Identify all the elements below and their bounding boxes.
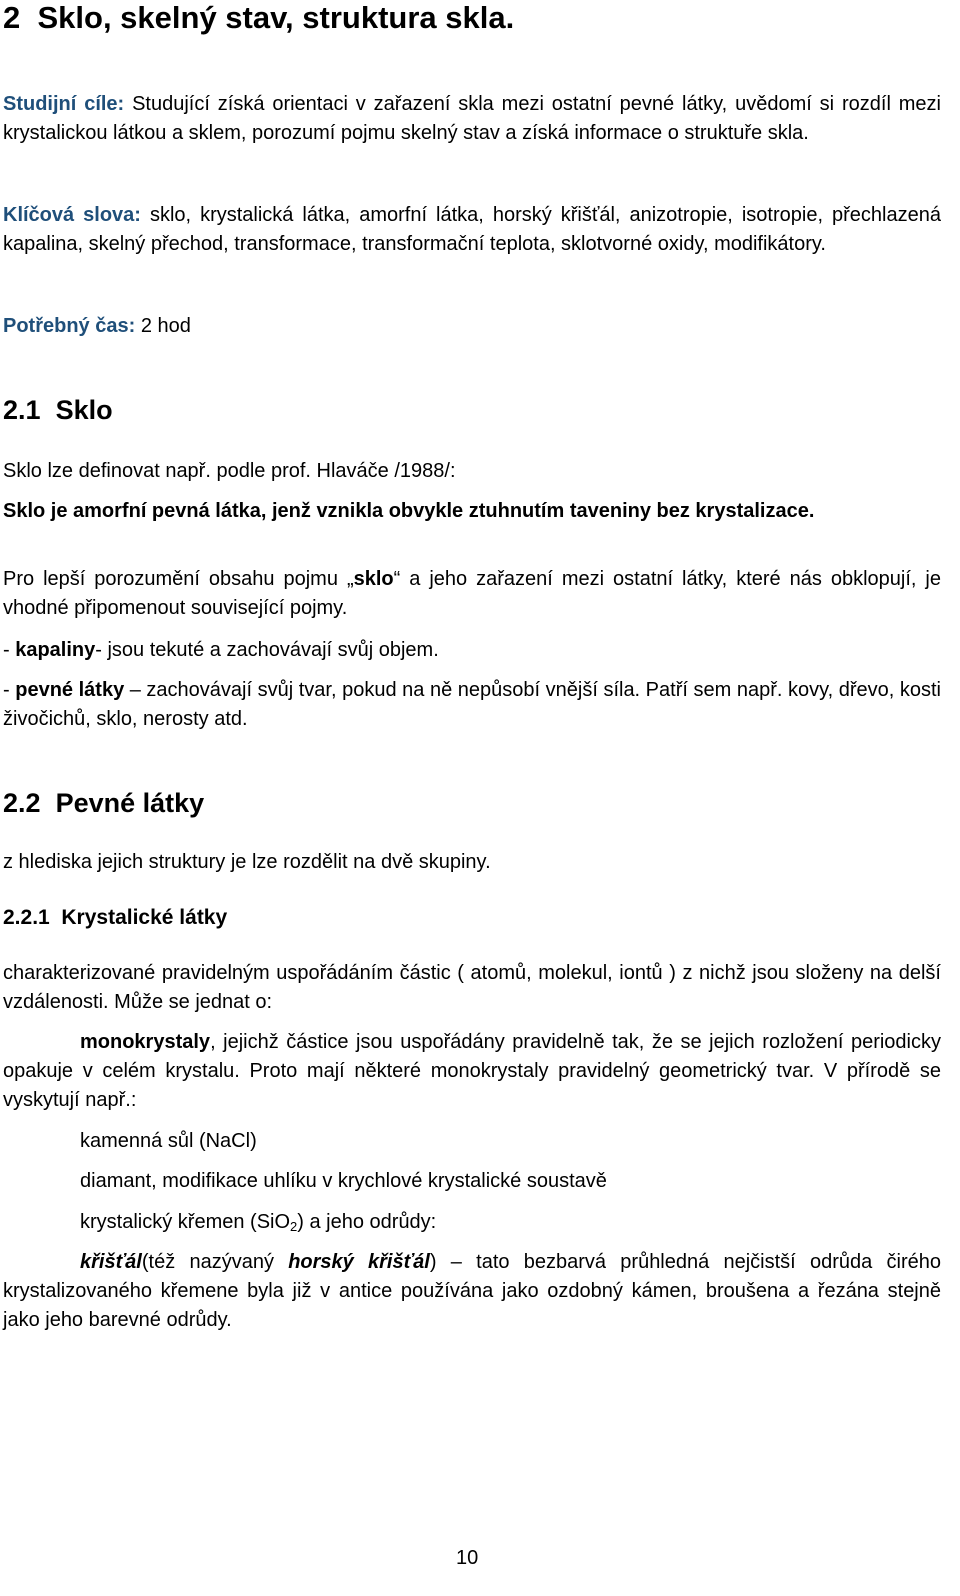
liquids-item — [3, 636, 941, 665]
example-item — [3, 1208, 941, 1237]
page-number: 10 — [456, 1547, 479, 1569]
monocrystals-paragraph — [3, 1028, 941, 1115]
text-span: , jejichž částice jsou uspořádány pravidelně tak, že se jejich rozložení periodicky opakuje v celém krystalu. Proto mají některé monokrystaly pravidelný geometrický tvar. V přírodě se vyskytují např.: — [3, 1031, 941, 1111]
text-span: - jsou tekuté a zachovávají svůj objem. — [95, 639, 439, 661]
solids-item — [3, 676, 941, 734]
section-title: Krystalické látky — [61, 906, 228, 929]
definition-intro: Sklo lze definovat např. podle prof. Hlaváče /1988/: — [3, 460, 456, 482]
example-item: kamenná sůl (NaCl) — [80, 1130, 257, 1152]
section-heading-2-1 — [3, 394, 941, 426]
text-span: Pro lepší porozumění obsahu pojmu — [3, 568, 347, 590]
bold-term: kapaliny — [15, 639, 96, 661]
text-span: ) – tato bezbarvá průhledná nejčistší odrůda čirého krystalizovaného křemene byla již v antice používána jako ozdobný kámen, broušena a řezána stejně jako jeho barevné odrůdy. — [3, 1251, 941, 1331]
section-number: 2.2.1 — [3, 906, 50, 929]
bold-term: monokrystaly — [80, 1031, 211, 1053]
example-item: diamant, modifikace uhlíku v krychlové krystalické soustavě — [80, 1170, 607, 1192]
required-time-text: 2 hod — [135, 315, 191, 337]
section-number: 2.1 — [3, 395, 41, 425]
section-heading-2-2 — [3, 787, 941, 819]
bold-italic-term: horský křišťál — [288, 1251, 430, 1273]
concepts-paragraph — [3, 565, 941, 623]
section-title: Sklo — [55, 395, 113, 425]
dash: - — [3, 679, 16, 701]
chapter-number: 2 — [3, 0, 21, 35]
study-goals-label: Studijní cíle: — [3, 93, 125, 115]
text-span: (též nazývaný — [141, 1251, 289, 1273]
subscript: 2 — [290, 1219, 298, 1234]
section-heading-2-2-1 — [3, 903, 941, 932]
bold-italic-term: křišťál — [80, 1251, 142, 1273]
bold-term: sklo — [353, 568, 394, 590]
chapter-heading — [3, 0, 941, 36]
glass-definition: Sklo je amorfní pevná látka, jenž vznikla obvykle ztuhnutím taveniny bez krystalizace. — [3, 500, 815, 522]
solids-intro: z hlediska jejich struktury je lze rozdělit na dvě skupiny. — [3, 851, 491, 873]
keywords-label: Klíčová slova: — [3, 204, 141, 226]
text-span: krystalický křemen (SiO — [80, 1211, 291, 1233]
keywords-text: sklo, krystalická látka, amorfní látka, horský křišťál, anizotropie, isotropie, přechlazená kapalina, skelný přechod, transformace, transformační teplota, sklotvorné oxidy, modifikátory. — [3, 204, 941, 255]
text-span: ) a jeho odrůdy: — [297, 1211, 437, 1233]
text-span: – zachovávají svůj tvar, pokud na ně nepůsobí vnější síla. Patří sem např. kovy, dřevo, kosti živočichů, sklo, nerosty atd. — [3, 679, 942, 730]
required-time-label: Potřebný čas: — [3, 315, 136, 337]
text-span: „ — [346, 568, 354, 590]
required-time — [3, 312, 941, 341]
study-goals-text: Studující získá orientaci v zařazení skla mezi ostatní pevné látky, uvědomí si rozdíl mezi krystalickou látkou a sklem, porozumí pojmu skelný stav a získá informace o struktuře skla. — [3, 93, 941, 144]
study-goals — [3, 90, 941, 148]
crystalline-description: charakterizované pravidelným uspořádáním částic ( atomů, molekul, iontů ) z nichž jsou složeny na delší vzdálenosti. Může se jednat o: — [3, 962, 941, 1013]
section-title: Pevné látky — [55, 788, 205, 818]
bold-term: pevné látky — [15, 679, 125, 701]
chapter-title: Sklo, skelný stav, struktura skla. — [37, 0, 515, 35]
rock-crystal-paragraph — [3, 1248, 941, 1335]
keywords — [3, 201, 941, 259]
section-number: 2.2 — [3, 788, 41, 818]
text-span: “ a jeho zařazení mezi ostatní látky, které nás obklopují, je vhodné připomenout související pojmy. — [3, 568, 941, 619]
dash: - — [3, 639, 16, 661]
